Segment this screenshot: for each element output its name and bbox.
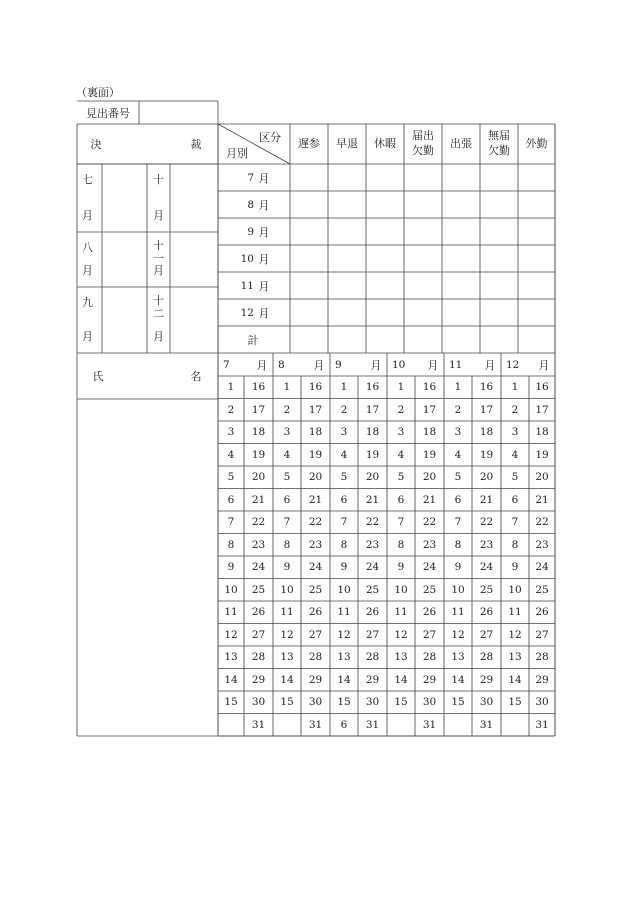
- calendar-day-cell: 28: [365, 651, 380, 664]
- calendar-day-cell: 27: [535, 628, 549, 641]
- calendar-month-number: 8: [278, 358, 285, 371]
- calendar-day-cell: 25: [422, 583, 437, 596]
- calendar-day-cell: 8: [283, 538, 291, 551]
- calendar-day-cell: 10: [280, 583, 294, 596]
- calendar-day-cell: 17: [251, 403, 266, 416]
- calendar-day-cell: 11: [508, 606, 522, 619]
- calendar-day-cell: 29: [251, 673, 266, 686]
- calendar-day-cell: 3: [283, 426, 291, 439]
- calendar-day-cell: 17: [365, 403, 380, 416]
- calendar-day-cell: 22: [422, 516, 437, 529]
- calendar-day-cell: 23: [308, 538, 323, 551]
- calendar-day-cell: 30: [308, 696, 323, 709]
- calendar-day-cell: 19: [251, 448, 266, 461]
- calendar-day-cell: 30: [479, 696, 494, 709]
- calendar-day-cell: 15: [337, 696, 351, 709]
- calendar-day-cell: 25: [479, 583, 494, 596]
- calendar-day-cell: 8: [397, 538, 405, 551]
- calendar-day-cell: 10: [394, 583, 408, 596]
- calendar-day-cell: 24: [479, 561, 494, 574]
- calendar-day-cell: 27: [308, 628, 323, 641]
- calendar-day-cell: 28: [479, 651, 494, 664]
- calendar-day-cell: 17: [308, 403, 323, 416]
- calendar-day-cell: 29: [535, 673, 549, 686]
- calendar-day-cell: 21: [308, 493, 323, 506]
- summary-row-month-number: 9: [247, 225, 254, 238]
- summary-column-header-line: 遅参: [298, 136, 320, 150]
- calendar-day-cell: 7: [511, 516, 519, 529]
- calendar-day-cell: 22: [535, 516, 549, 529]
- calendar-day-cell: 21: [535, 493, 549, 506]
- calendar-day-cell: 8: [227, 538, 235, 551]
- calendar-month-number: 10: [392, 358, 406, 371]
- kessai-month-char: 月: [153, 330, 164, 343]
- calendar-day-cell: 30: [365, 696, 380, 709]
- header-kubun: 区分: [259, 131, 281, 144]
- calendar-day-cell: 10: [451, 583, 465, 596]
- kessai-month-char: 九: [82, 296, 93, 309]
- calendar-day-cell: 13: [394, 651, 408, 664]
- calendar-day-cell: 11: [394, 606, 408, 619]
- summary-row-month-number: 12: [240, 306, 254, 319]
- calendar-day-cell: 29: [365, 673, 380, 686]
- calendar-day-cell: 23: [422, 538, 437, 551]
- kessai-month-char: 月: [153, 264, 164, 277]
- calendar-day-cell: 3: [511, 426, 519, 439]
- calendar-day-cell: 15: [280, 696, 294, 709]
- calendar-day-cell: 30: [251, 696, 266, 709]
- calendar-day-cell: 5: [283, 471, 291, 484]
- kessai-month-char: 十: [153, 239, 164, 252]
- calendar-day-cell: 13: [451, 651, 465, 664]
- calendar-day-cell: 22: [308, 516, 323, 529]
- calendar-day-cell: 4: [397, 448, 405, 461]
- calendar-day-cell: 29: [479, 673, 494, 686]
- calendar-day-cell: 16: [308, 381, 323, 394]
- calendar-day-cell: 24: [365, 561, 380, 574]
- calendar-day-cell: 10: [224, 583, 238, 596]
- calendar-day-cell: 18: [422, 426, 437, 439]
- kessai-month-char: 月: [82, 264, 93, 277]
- calendar-month-number: 7: [223, 358, 230, 371]
- summary-row-unit: 月: [258, 198, 270, 212]
- calendar-day-cell: 1: [283, 381, 291, 394]
- summary-column-header-line: 早退: [336, 136, 358, 150]
- calendar-day-cell: 11: [337, 606, 351, 619]
- calendar-day-cell: 16: [422, 381, 437, 394]
- summary-row-month-number: 8: [247, 198, 254, 211]
- calendar-day-cell: 26: [422, 606, 437, 619]
- calendar-day-cell: 27: [479, 628, 494, 641]
- calendar-day-cell: 8: [340, 538, 348, 551]
- calendar-day-cell: 23: [251, 538, 266, 551]
- calendar-day-cell: 20: [251, 471, 266, 484]
- calendar-day-cell: 21: [251, 493, 266, 506]
- calendar-day-cell: 9: [283, 561, 291, 574]
- calendar-day-cell: 16: [535, 381, 549, 394]
- calendar-day-cell: 23: [365, 538, 380, 551]
- calendar-day-cell: 31: [479, 718, 494, 731]
- kessai-month-char: 月: [82, 209, 93, 222]
- calendar-day-cell: 8: [511, 538, 519, 551]
- calendar-day-cell: 29: [308, 673, 323, 686]
- page-label: （裏面）: [76, 86, 120, 99]
- calendar-day-cell: 3: [454, 426, 462, 439]
- summary-column-header-line: 休暇: [374, 136, 396, 150]
- calendar-day-cell: 31: [535, 718, 549, 731]
- calendar-day-cell: 24: [422, 561, 437, 574]
- calendar-day-cell: 11: [224, 606, 238, 619]
- calendar-day-cell: 1: [397, 381, 405, 394]
- calendar-day-cell: 21: [479, 493, 494, 506]
- kessai-month-char: 月: [153, 209, 164, 222]
- kessai-month-char: 月: [82, 330, 93, 343]
- calendar-day-cell: 22: [251, 516, 266, 529]
- calendar-day-cell: 24: [308, 561, 323, 574]
- calendar-day-cell: 19: [422, 448, 437, 461]
- midashi-label: 見出番号: [86, 106, 130, 120]
- calendar-month-unit: 月: [313, 358, 325, 372]
- calendar-day-cell: 12: [280, 628, 294, 641]
- calendar-day-cell: 28: [251, 651, 266, 664]
- calendar-day-cell: 13: [280, 651, 294, 664]
- summary-row-unit: 月: [258, 252, 270, 266]
- kessai-month-char: 一: [153, 252, 164, 265]
- calendar-day-cell: 9: [454, 561, 462, 574]
- summary-column-header-line: 届出: [412, 129, 434, 143]
- calendar-day-cell: 5: [454, 471, 462, 484]
- shimei-char-1: 氏: [92, 370, 104, 383]
- calendar-day-cell: 11: [280, 606, 294, 619]
- calendar-day-cell: 2: [283, 403, 291, 416]
- calendar-month-unit: 月: [370, 358, 382, 372]
- calendar-day-cell: 6: [340, 493, 348, 506]
- calendar-day-cell: 11: [451, 606, 465, 619]
- summary-column-header-line: 欠勤: [488, 144, 510, 157]
- calendar-day-cell: 20: [535, 471, 549, 484]
- calendar-month-number: 11: [449, 358, 463, 371]
- calendar-day-cell: 4: [511, 448, 519, 461]
- calendar-day-cell: 15: [451, 696, 465, 709]
- calendar-month-unit: 月: [427, 358, 439, 372]
- calendar-day-cell: 20: [422, 471, 437, 484]
- calendar-day-cell: 18: [365, 426, 380, 439]
- calendar-day-cell: 4: [340, 448, 348, 461]
- calendar-day-cell: 29: [422, 673, 437, 686]
- calendar-day-cell: 6: [227, 493, 235, 506]
- kessai-month-char: 七: [82, 173, 93, 186]
- summary-column-header-line: 欠勤: [412, 144, 434, 157]
- header-diagonal: [218, 124, 290, 164]
- kessai-month-char: 八: [82, 241, 93, 254]
- calendar-day-cell: 9: [340, 561, 348, 574]
- calendar-day-cell: 9: [511, 561, 519, 574]
- summary-row-month-number: 10: [240, 252, 254, 265]
- calendar-day-cell: 6: [511, 493, 519, 506]
- calendar-day-cell: 5: [340, 471, 348, 484]
- calendar-day-cell: 15: [394, 696, 408, 709]
- calendar-day-cell: 12: [508, 628, 522, 641]
- summary-column-header-line: 出張: [450, 136, 472, 150]
- calendar-day-cell: 10: [337, 583, 351, 596]
- calendar-day-cell: 19: [308, 448, 323, 461]
- calendar-day-cell: 12: [394, 628, 408, 641]
- kessai-month-char: 十: [153, 173, 164, 186]
- calendar-month-unit: 月: [484, 358, 496, 372]
- calendar-day-cell: 1: [511, 381, 519, 394]
- calendar-day-cell: 31: [422, 718, 437, 731]
- calendar-day-cell: 7: [340, 516, 348, 529]
- calendar-day-cell: 22: [479, 516, 494, 529]
- calendar-day-cell: 20: [308, 471, 323, 484]
- calendar-day-cell: 7: [227, 516, 235, 529]
- calendar-day-cell: 25: [535, 583, 549, 596]
- calendar-day-cell: 13: [224, 651, 238, 664]
- calendar-day-cell: 2: [397, 403, 405, 416]
- kessai-char-2: 裁: [190, 138, 202, 151]
- calendar-day-cell: 4: [454, 448, 462, 461]
- summary-row-unit: 月: [258, 225, 270, 239]
- calendar-day-cell: 12: [337, 628, 351, 641]
- calendar-day-cell: 19: [535, 448, 549, 461]
- calendar-day-cell: 7: [283, 516, 291, 529]
- calendar-day-cell: 17: [479, 403, 494, 416]
- calendar-day-cell: 13: [508, 651, 522, 664]
- calendar-day-cell: 14: [224, 673, 238, 686]
- summary-row-unit: 計: [247, 333, 259, 347]
- calendar-day-cell: 26: [535, 606, 549, 619]
- calendar-day-cell: 27: [365, 628, 380, 641]
- calendar-day-cell: 20: [479, 471, 494, 484]
- calendar-day-cell: 30: [535, 696, 549, 709]
- calendar-month-number: 12: [506, 358, 520, 371]
- calendar-month-unit: 月: [256, 358, 268, 372]
- calendar-day-cell: 21: [422, 493, 437, 506]
- calendar-day-cell: 30: [422, 696, 437, 709]
- calendar-day-cell: 18: [251, 426, 266, 439]
- calendar-day-cell: 15: [508, 696, 522, 709]
- calendar-day-cell: 6: [340, 718, 348, 731]
- calendar-day-cell: 25: [251, 583, 266, 596]
- calendar-day-cell: 21: [365, 493, 380, 506]
- calendar-day-cell: 31: [365, 718, 380, 731]
- calendar-day-cell: 12: [451, 628, 465, 641]
- calendar-day-cell: 6: [283, 493, 291, 506]
- header-tsukibetsu: 月別: [226, 147, 248, 160]
- calendar-day-cell: 2: [454, 403, 462, 416]
- calendar-day-cell: 27: [251, 628, 266, 641]
- calendar-day-cell: 13: [337, 651, 351, 664]
- kessai-month-char: 二: [153, 307, 164, 320]
- kessai-month-char: 十: [153, 294, 164, 307]
- calendar-day-cell: 16: [479, 381, 494, 394]
- calendar-day-cell: 18: [308, 426, 323, 439]
- calendar-day-cell: 16: [365, 381, 380, 394]
- calendar-day-cell: 3: [227, 426, 235, 439]
- calendar-day-cell: 22: [365, 516, 380, 529]
- calendar-day-cell: 19: [479, 448, 494, 461]
- calendar-day-cell: 8: [454, 538, 462, 551]
- calendar-month-unit: 月: [538, 358, 550, 372]
- calendar-day-cell: 17: [422, 403, 437, 416]
- calendar-day-cell: 28: [535, 651, 549, 664]
- calendar-day-cell: 1: [227, 381, 235, 394]
- calendar-day-cell: 24: [251, 561, 266, 574]
- calendar-day-cell: 23: [535, 538, 549, 551]
- calendar-day-cell: 14: [337, 673, 351, 686]
- summary-column-header-line: 無届: [488, 129, 510, 143]
- summary-row-unit: 月: [258, 306, 270, 320]
- summary-row-unit: 月: [258, 279, 270, 293]
- calendar-day-cell: 2: [340, 403, 348, 416]
- calendar-day-cell: 14: [280, 673, 294, 686]
- calendar-day-cell: 7: [454, 516, 462, 529]
- calendar-day-cell: 14: [508, 673, 522, 686]
- calendar-day-cell: 6: [397, 493, 405, 506]
- calendar-day-cell: 3: [340, 426, 348, 439]
- calendar-day-cell: 19: [365, 448, 380, 461]
- calendar-day-cell: 5: [397, 471, 405, 484]
- calendar-day-cell: 23: [479, 538, 494, 551]
- calendar-day-cell: 12: [224, 628, 238, 641]
- summary-row-month-number: 7: [247, 171, 254, 184]
- calendar-day-cell: 16: [251, 381, 266, 394]
- calendar-day-cell: 4: [227, 448, 235, 461]
- calendar-day-cell: 28: [308, 651, 323, 664]
- calendar-day-cell: 18: [535, 426, 549, 439]
- calendar-day-cell: 28: [422, 651, 437, 664]
- calendar-month-number: 9: [335, 358, 342, 371]
- calendar-day-cell: 18: [479, 426, 494, 439]
- calendar-day-cell: 10: [508, 583, 522, 596]
- calendar-day-cell: 9: [397, 561, 405, 574]
- calendar-day-cell: 1: [454, 381, 462, 394]
- calendar-day-cell: 5: [227, 471, 235, 484]
- shimei-char-2: 名: [190, 370, 202, 383]
- calendar-day-cell: 7: [397, 516, 405, 529]
- calendar-day-cell: 26: [479, 606, 494, 619]
- calendar-day-cell: 31: [251, 718, 266, 731]
- calendar-day-cell: 2: [227, 403, 235, 416]
- calendar-day-cell: 14: [394, 673, 408, 686]
- summary-row-month-number: 11: [240, 279, 254, 292]
- calendar-day-cell: 6: [454, 493, 462, 506]
- calendar-day-cell: 31: [308, 718, 323, 731]
- calendar-day-cell: 20: [365, 471, 380, 484]
- calendar-day-cell: 26: [308, 606, 323, 619]
- calendar-day-cell: 17: [535, 403, 549, 416]
- calendar-day-cell: 5: [511, 471, 519, 484]
- calendar-day-cell: 1: [340, 381, 348, 394]
- calendar-day-cell: 14: [451, 673, 465, 686]
- calendar-day-cell: 9: [227, 561, 235, 574]
- calendar-day-cell: 3: [397, 426, 405, 439]
- summary-column-header-line: 外勤: [525, 136, 548, 150]
- calendar-day-cell: 26: [365, 606, 380, 619]
- calendar-day-cell: 26: [251, 606, 266, 619]
- calendar-day-cell: 27: [422, 628, 437, 641]
- calendar-day-cell: 25: [365, 583, 380, 596]
- kessai-char-1: 決: [90, 138, 102, 151]
- calendar-day-cell: 15: [224, 696, 238, 709]
- calendar-day-cell: 2: [511, 403, 519, 416]
- calendar-day-cell: 25: [308, 583, 323, 596]
- summary-row-unit: 月: [258, 171, 270, 185]
- calendar-day-cell: 4: [283, 448, 291, 461]
- calendar-day-cell: 24: [535, 561, 549, 574]
